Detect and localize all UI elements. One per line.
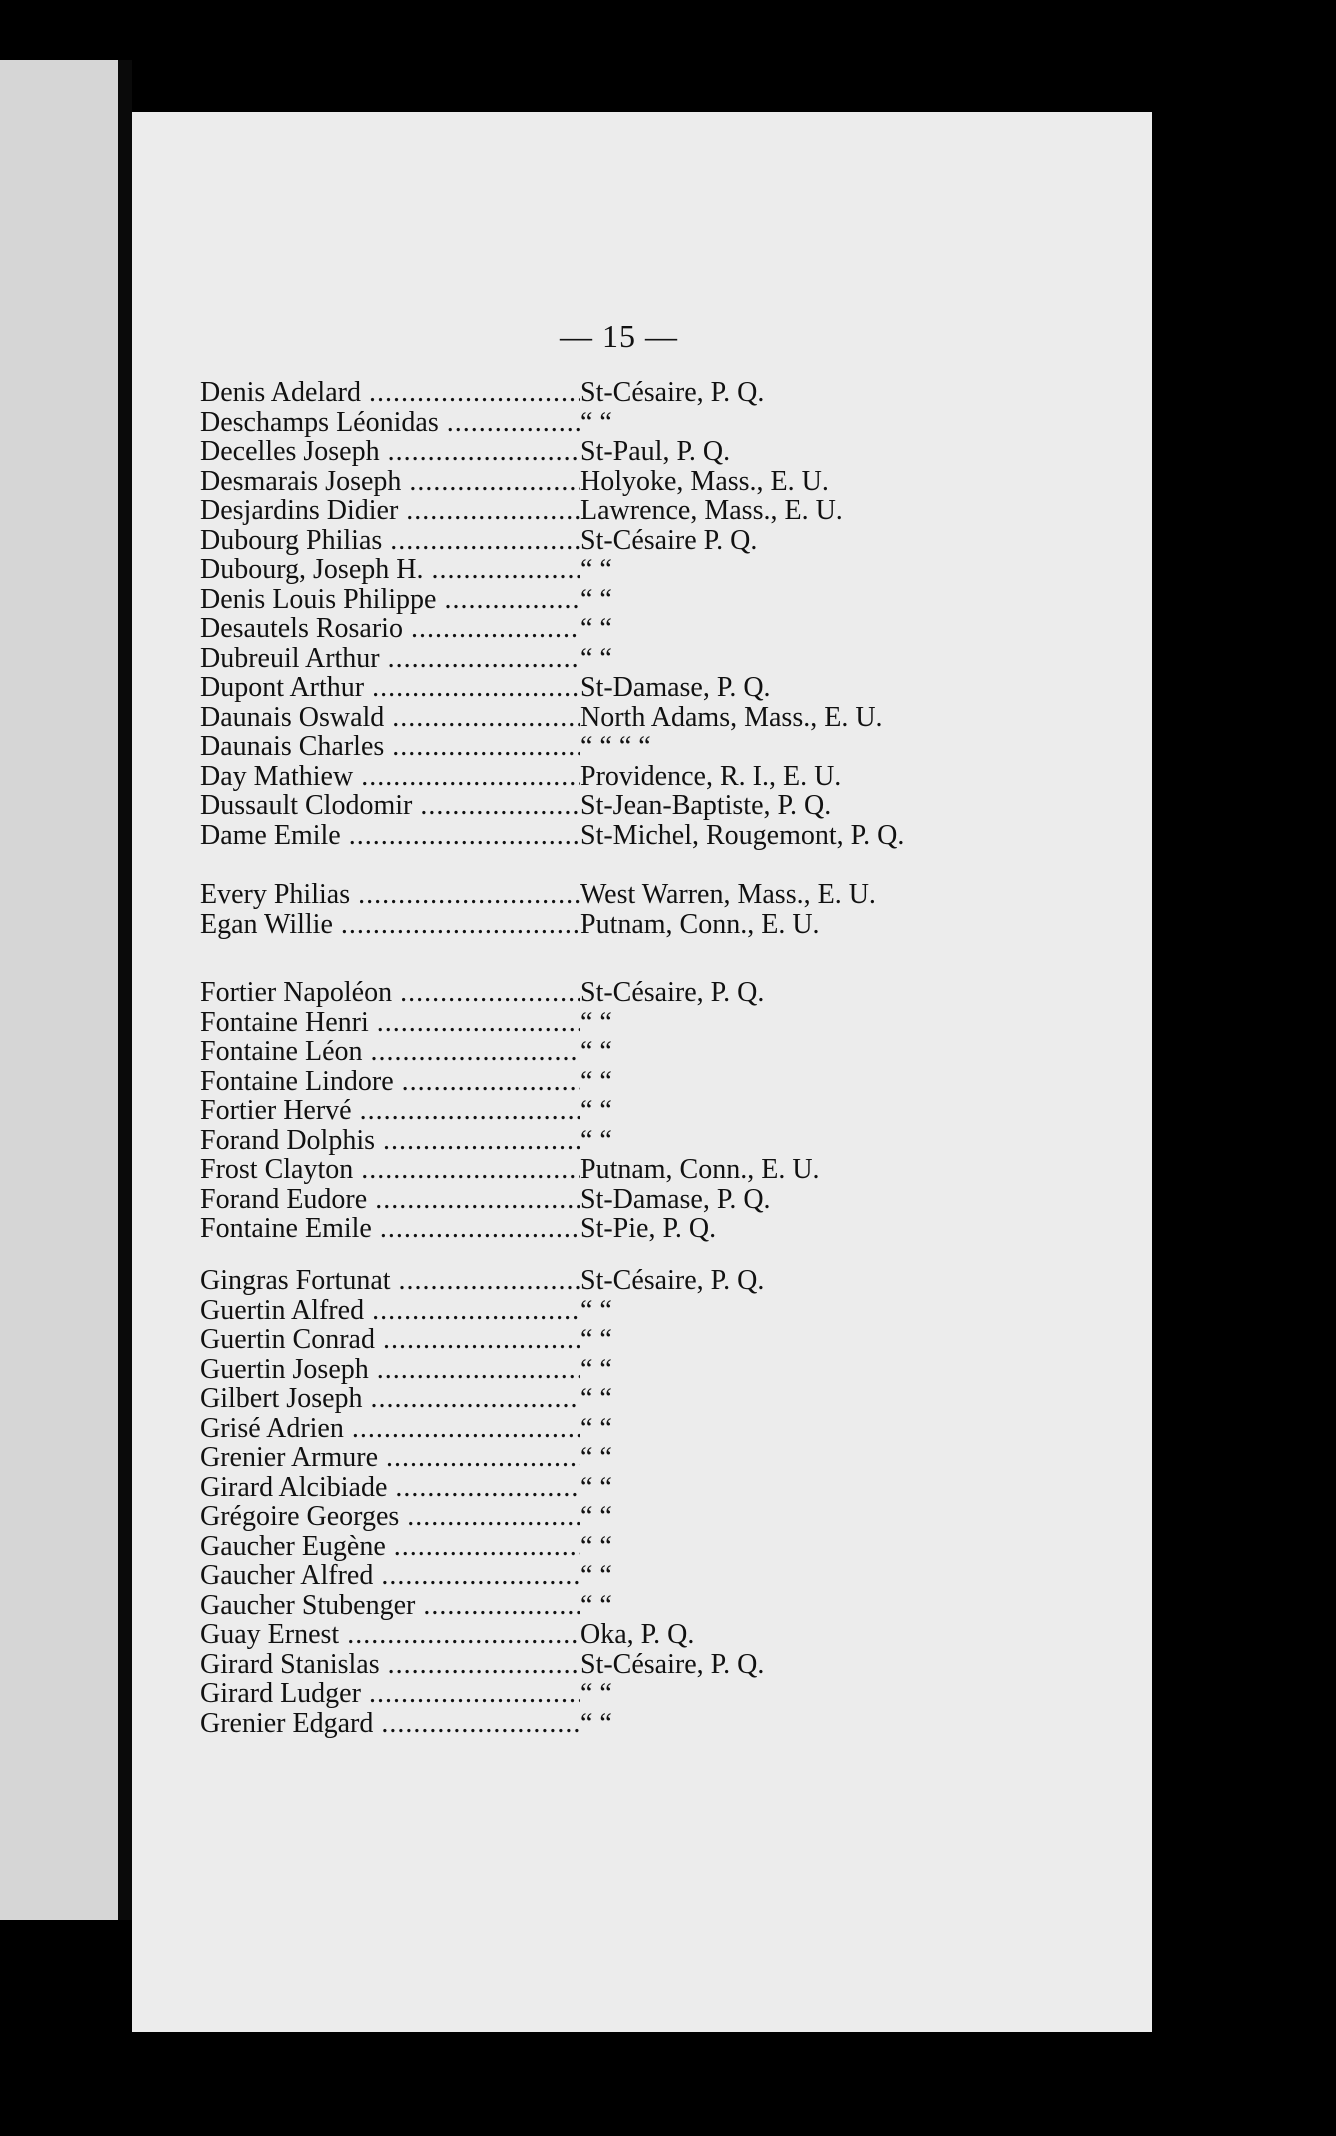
list-item	[200, 644, 980, 674]
section-g	[200, 1266, 980, 1738]
entry-name: Dubreuil Arthur .....	[200, 644, 580, 674]
page-number: — 15 —	[560, 318, 678, 354]
entry-location: “ “	[580, 1707, 612, 1739]
list-item	[200, 1214, 980, 1244]
list-item	[200, 467, 980, 497]
list-item	[200, 821, 980, 851]
entry-location: “ “	[580, 1353, 612, 1385]
list-item	[200, 1037, 980, 1067]
section-f	[200, 978, 980, 1244]
section-e	[200, 880, 980, 939]
entry-location: “ “	[580, 1530, 612, 1562]
list-item	[200, 408, 980, 438]
entry-location: “ “	[580, 554, 612, 585]
list-item	[200, 526, 980, 556]
entry-name: Guertin Conrad .....	[200, 1325, 580, 1355]
entry-name: Every Philias .....	[200, 880, 580, 910]
entry-location: St-Damase, P. Q.	[580, 1183, 771, 1215]
entry-name: Gilbert Joseph .....	[200, 1384, 580, 1414]
list-item	[200, 1384, 980, 1414]
entry-location: Holyoke, Mass., E. U.	[580, 465, 829, 497]
entry-location: “ “ “ “	[580, 731, 651, 762]
list-item	[200, 673, 980, 703]
list-item	[200, 585, 980, 615]
list-item	[200, 1679, 980, 1709]
entry-location: “ “	[580, 1589, 612, 1621]
list-item	[200, 1325, 980, 1355]
list-item	[200, 1502, 980, 1532]
list-item	[200, 1443, 980, 1473]
entry-location: “ “	[580, 1412, 612, 1444]
entry-location: “ “	[580, 1324, 612, 1355]
entry-location: St-Jean-Baptiste, P. Q.	[580, 790, 832, 821]
list-item	[200, 1008, 980, 1038]
entry-name: Dubourg Philias .....	[200, 526, 580, 556]
entry-name: Grenier Armure .....	[200, 1443, 580, 1473]
entry-location: “ “	[580, 583, 612, 615]
entry-location: St-Césaire, P. Q.	[580, 1648, 765, 1680]
entry-name: Gaucher Stubenger .....	[200, 1591, 580, 1621]
list-item	[200, 1355, 980, 1385]
list-item	[200, 1266, 980, 1296]
facing-page-edge	[0, 60, 118, 1920]
entry-location: “ “	[580, 1294, 612, 1326]
entry-location: Providence, R. I., E. U.	[580, 760, 842, 792]
entry-name: Desautels Rosario .....	[200, 614, 580, 644]
entry-name: Fortier Napoléon .....	[200, 978, 580, 1008]
entry-location: “ “	[580, 1442, 612, 1473]
entry-name: Dussault Clodomir .....	[200, 791, 580, 821]
list-item	[200, 978, 980, 1008]
entry-location: Lawrence, Mass., E. U.	[580, 495, 843, 526]
list-item	[200, 555, 980, 585]
entry-name: Gingras Fortunat .....	[200, 1266, 580, 1296]
entry-name: Fortier Hervé .....	[200, 1096, 580, 1126]
entry-name: Guertin Alfred .....	[200, 1296, 580, 1326]
entry-name: Deschamps Léonidas .....	[200, 408, 580, 438]
entry-name: Girard Alcibiade .....	[200, 1473, 580, 1503]
entry-location: St-Césaire, P. Q.	[580, 1265, 765, 1296]
list-item	[200, 614, 980, 644]
section-d	[200, 378, 980, 850]
entry-location: St-Paul, P. Q.	[580, 436, 731, 467]
list-item	[200, 437, 980, 467]
list-item	[200, 378, 980, 408]
entry-location: “ “	[580, 1095, 612, 1126]
entry-name: Daunais Charles .....	[200, 732, 580, 762]
list-item	[200, 1126, 980, 1156]
list-item	[200, 1591, 980, 1621]
entry-location: “ “	[580, 1501, 612, 1532]
entry-name: Forand Eudore .....	[200, 1185, 580, 1215]
entry-location: “ “	[580, 1036, 612, 1067]
entry-location: St-Pie, P. Q.	[580, 1213, 717, 1244]
entry-location: “ “	[580, 1006, 612, 1038]
entry-name: Girard Stanislas .....	[200, 1650, 580, 1680]
entry-location: “ “	[580, 1678, 612, 1709]
entry-name: Denis Adelard .....	[200, 378, 580, 408]
entry-name: Fontaine Lindore .....	[200, 1067, 580, 1097]
list-item	[200, 791, 980, 821]
entry-name: Egan Willie .....	[200, 910, 580, 940]
entry-name: Day Mathiew .....	[200, 762, 580, 792]
list-item	[200, 1532, 980, 1562]
list-item	[200, 1473, 980, 1503]
list-item	[200, 762, 980, 792]
entry-name: Dupont Arthur .....	[200, 673, 580, 703]
entry-location: West Warren, Mass., E. U.	[580, 879, 876, 910]
entry-location: “ “	[580, 1560, 612, 1591]
entry-name: Dame Emile .....	[200, 821, 580, 851]
list-item	[200, 880, 980, 910]
entry-location: Oka, P. Q.	[580, 1619, 695, 1650]
entry-name: Forand Dolphis .....	[200, 1126, 580, 1156]
entry-location: “ “	[580, 406, 612, 438]
entry-name: Gaucher Eugène .....	[200, 1532, 580, 1562]
entry-name: Fontaine Emile .....	[200, 1214, 580, 1244]
entry-name: Desmarais Joseph .....	[200, 467, 580, 497]
entry-location: Putnam, Conn., E. U.	[580, 908, 820, 940]
list-item	[200, 1414, 980, 1444]
entry-location: St-Césaire, P. Q.	[580, 377, 765, 408]
list-item	[200, 703, 980, 733]
list-item	[200, 1709, 980, 1739]
entry-location: “ “	[580, 642, 612, 674]
list-item	[200, 1296, 980, 1326]
entry-location: St-Césaire, P. Q.	[580, 977, 765, 1008]
list-item	[200, 1650, 980, 1680]
list-item	[200, 1185, 980, 1215]
entry-name: Daunais Oswald .....	[200, 703, 580, 733]
list-item	[200, 1620, 980, 1650]
list-item	[200, 1067, 980, 1097]
entry-location: “ “	[580, 1471, 612, 1503]
entry-location: St-Michel, Rougemont, P. Q.	[580, 819, 905, 851]
entry-name: Desjardins Didier .....	[200, 496, 580, 526]
list-item	[200, 910, 980, 940]
entry-location: Putnam, Conn., E. U.	[580, 1154, 820, 1185]
list-item	[200, 496, 980, 526]
entry-name: Frost Clayton .....	[200, 1155, 580, 1185]
list-item	[200, 1155, 980, 1185]
entry-name: Fontaine Henri .....	[200, 1008, 580, 1038]
entry-location: “ “	[580, 1065, 612, 1097]
entry-name: Fontaine Léon .....	[200, 1037, 580, 1067]
entry-location: “ “	[580, 613, 612, 644]
entry-name: Denis Louis Philippe .....	[200, 585, 580, 615]
entry-location: St-Césaire P. Q.	[580, 524, 758, 556]
entry-location: North Adams, Mass., E. U.	[580, 701, 883, 733]
entry-name: Girard Ludger .....	[200, 1679, 580, 1709]
entry-name: Gaucher Alfred .....	[200, 1561, 580, 1591]
list-item	[200, 1561, 980, 1591]
entry-name: Decelles Joseph .....	[200, 437, 580, 467]
entry-name: Guay Ernest .....	[200, 1620, 580, 1650]
list-item	[200, 732, 980, 762]
entry-name: Grenier Edgard .....	[200, 1709, 580, 1739]
entry-location: “ “	[580, 1383, 612, 1414]
entry-name: Guertin Joseph .....	[200, 1355, 580, 1385]
entry-name: Grisé Adrien .....	[200, 1414, 580, 1444]
entry-location: St-Damase, P. Q.	[580, 672, 771, 703]
list-item	[200, 1096, 980, 1126]
entry-name: Dubourg, Joseph H. .....	[200, 555, 580, 585]
entry-name: Grégoire Georges .....	[200, 1502, 580, 1532]
entry-location: “ “	[580, 1124, 612, 1156]
book-spine	[118, 60, 132, 1920]
